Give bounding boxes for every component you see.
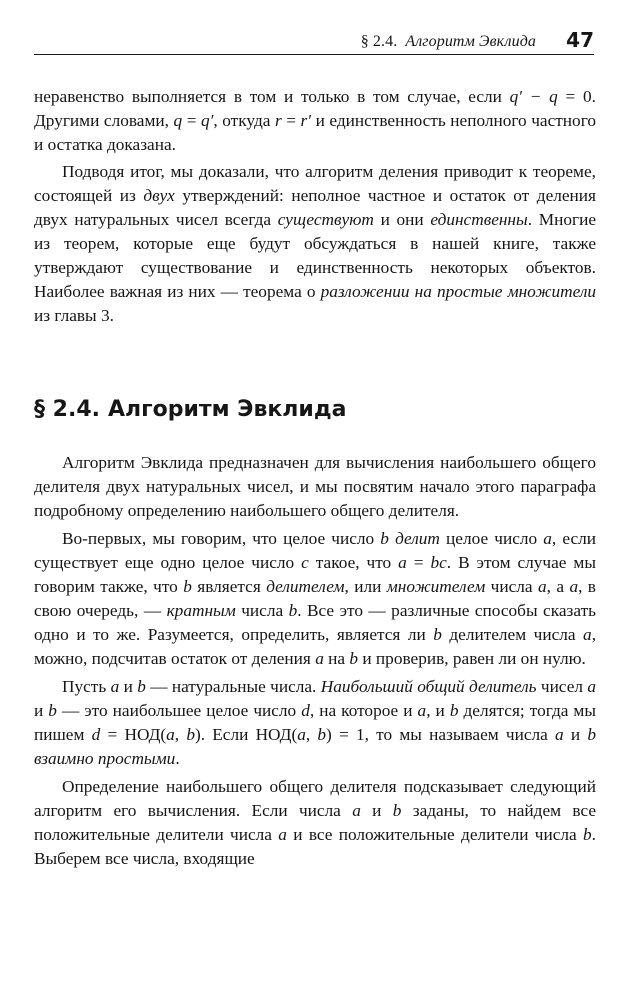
italic-run: a: [315, 649, 324, 668]
italic-run: r: [274, 111, 282, 130]
text-run: чисел: [536, 677, 588, 696]
text-run: ). Если НОД(: [194, 725, 298, 744]
text-run: =: [406, 553, 431, 572]
text-run: , в свою очередь, —: [34, 577, 596, 620]
text-run: делителем числа: [441, 625, 584, 644]
italic-run: a: [166, 725, 175, 744]
text-run: и: [360, 801, 393, 820]
italic-run: b: [48, 701, 57, 720]
italic-run: r′: [300, 111, 312, 130]
text-run: = 0. Другими словами,: [34, 87, 596, 130]
text-run: . Все это — различные способы сказать одно и то же. Разумеется, определить, является ли: [34, 601, 597, 644]
text-run: , если существует еще одно целое число: [34, 529, 597, 572]
text-run: ,: [305, 725, 318, 744]
italic-run: bc: [430, 553, 447, 572]
text-run: .: [175, 749, 180, 768]
body-text-top: [34, 85, 596, 328]
text-run: . В этом случае мы говорим также, что: [34, 553, 596, 596]
paragraph-p4: [34, 527, 596, 671]
paragraph-p6: [34, 775, 596, 871]
italic-run: a: [555, 725, 564, 744]
paragraph-p1: [34, 85, 596, 157]
italic-run: Наибольший общий делитель: [320, 677, 537, 696]
text-run: =: [182, 111, 201, 130]
italic-run: кратным: [166, 601, 236, 620]
text-run: целое число: [439, 529, 544, 548]
text-run: , и: [426, 701, 450, 720]
italic-run: b: [392, 801, 402, 820]
text-run: — это наибольшее целое число: [56, 701, 302, 720]
section-heading-number: § 2.4.: [34, 397, 100, 422]
page-number: 47: [566, 28, 594, 52]
text-run: , а: [546, 577, 570, 596]
text-run: . Выберем все числа, входящие: [34, 825, 596, 868]
italic-run: существуют: [277, 210, 374, 229]
text-run: ) = 1, то мы называем числа: [326, 725, 556, 744]
italic-run: единственны: [430, 210, 528, 229]
text-run: =: [281, 111, 301, 130]
text-run: и: [34, 701, 49, 720]
text-run: , можно, подсчитав остаток от деления: [34, 625, 597, 668]
text-run: , на которое и: [309, 701, 418, 720]
text-run: , или: [344, 577, 387, 596]
italic-run: c: [301, 553, 309, 572]
italic-run: b: [380, 529, 389, 548]
running-head-section-number: § 2.4.: [360, 33, 398, 50]
text-run: ,: [174, 725, 187, 744]
text-run: — натуральные числа.: [145, 677, 321, 696]
text-run: и единственность неполного частного и остатка доказана.: [34, 111, 596, 154]
italic-run: a: [352, 801, 361, 820]
italic-run: a: [297, 725, 306, 744]
italic-run: a: [110, 677, 120, 696]
italic-run: b: [583, 825, 592, 844]
italic-run: a: [543, 529, 552, 548]
paragraph-p2: [34, 160, 596, 328]
text-run: Во-первых, мы говорим, что целое число: [62, 529, 381, 548]
italic-run: b: [587, 725, 597, 744]
paragraph-p3: [34, 451, 596, 523]
text-run: , откуда: [213, 111, 275, 130]
text-run: и: [563, 725, 588, 744]
italic-run: a: [569, 577, 579, 596]
italic-run: b: [288, 601, 298, 620]
italic-run: b: [186, 725, 195, 744]
italic-run: b: [349, 649, 359, 668]
text-run: заданы, то найдем все положительные делители числа: [34, 801, 597, 844]
text-run: и проверив, равен ли он нулю.: [358, 649, 586, 668]
italic-run: множителем: [386, 577, 486, 596]
italic-run: q: [173, 111, 183, 130]
body-text-bottom: [34, 451, 596, 871]
italic-run: q′: [200, 111, 214, 130]
section-heading: [34, 394, 596, 426]
text-run: утверждений: неполное частное и остаток от деления двух натуральных чисел всегда: [34, 186, 596, 229]
italic-run: a: [417, 701, 427, 720]
header-rule: [34, 54, 594, 55]
italic-run: a: [398, 553, 407, 572]
italic-run: d: [301, 701, 310, 720]
text-run: на: [323, 649, 350, 668]
italic-run: a: [583, 625, 592, 644]
text-run: Определение наибольшего общего делителя подсказывает следующий алгоритм его вычисления. Если числа: [34, 777, 596, 820]
section-heading-title: Алгоритм Эвклида: [108, 397, 347, 422]
italic-run: двух: [143, 186, 175, 205]
italic-run: b: [137, 677, 146, 696]
text-run: Подводя итог, мы доказали, что алгоритм деления приводит к теореме, состоящей из: [34, 162, 596, 205]
italic-run: b: [433, 625, 442, 644]
italic-run: a: [278, 825, 287, 844]
text-run: и: [119, 677, 138, 696]
running-head-title: [361, 32, 536, 52]
text-run: является: [191, 577, 267, 596]
italic-run: b: [317, 725, 327, 744]
italic-run: a: [537, 577, 547, 596]
paragraph-p5: [34, 675, 596, 771]
text-run: числа: [485, 577, 538, 596]
text-run: делятся; тогда мы пишем: [34, 701, 596, 744]
text-run: неравенство выполняется в том и только в том случае, если: [34, 87, 510, 106]
italic-run: b: [449, 701, 459, 720]
running-head-section-title: Алгоритм Эвклида: [405, 33, 536, 50]
text-run: из главы 3.: [34, 306, 114, 325]
italic-run: делит: [395, 529, 440, 548]
italic-run: разложении на простые множители: [320, 282, 596, 301]
text-run: и они: [373, 210, 431, 229]
text-run: = НОД(: [100, 725, 167, 744]
text-run: числа: [235, 601, 289, 620]
italic-run: q′ − q: [509, 87, 558, 106]
italic-run: d: [91, 725, 101, 744]
text-run: и все положительные делители числа: [286, 825, 584, 844]
italic-run: делителем: [266, 577, 345, 596]
text-run: такое, что: [308, 553, 399, 572]
text-run: . Многие из теорем, которые еще будут обсуждаться в нашей книге, также утверждают существование и единственность некоторых объектов. Наиболее важная из них — теорема о: [34, 210, 596, 301]
italic-run: взаимно простыми: [34, 749, 176, 768]
italic-run: b: [183, 577, 192, 596]
text-run: Пусть: [62, 677, 111, 696]
running-header: [34, 28, 594, 54]
text-run: Алгоритм Эвклида предназначен для вычисления наибольшего общего делителя двух натуральных чисел, и мы посвятим начало этого параграфа подробному определению наибольшего общего делителя.: [34, 453, 596, 520]
italic-run: a: [587, 677, 596, 696]
